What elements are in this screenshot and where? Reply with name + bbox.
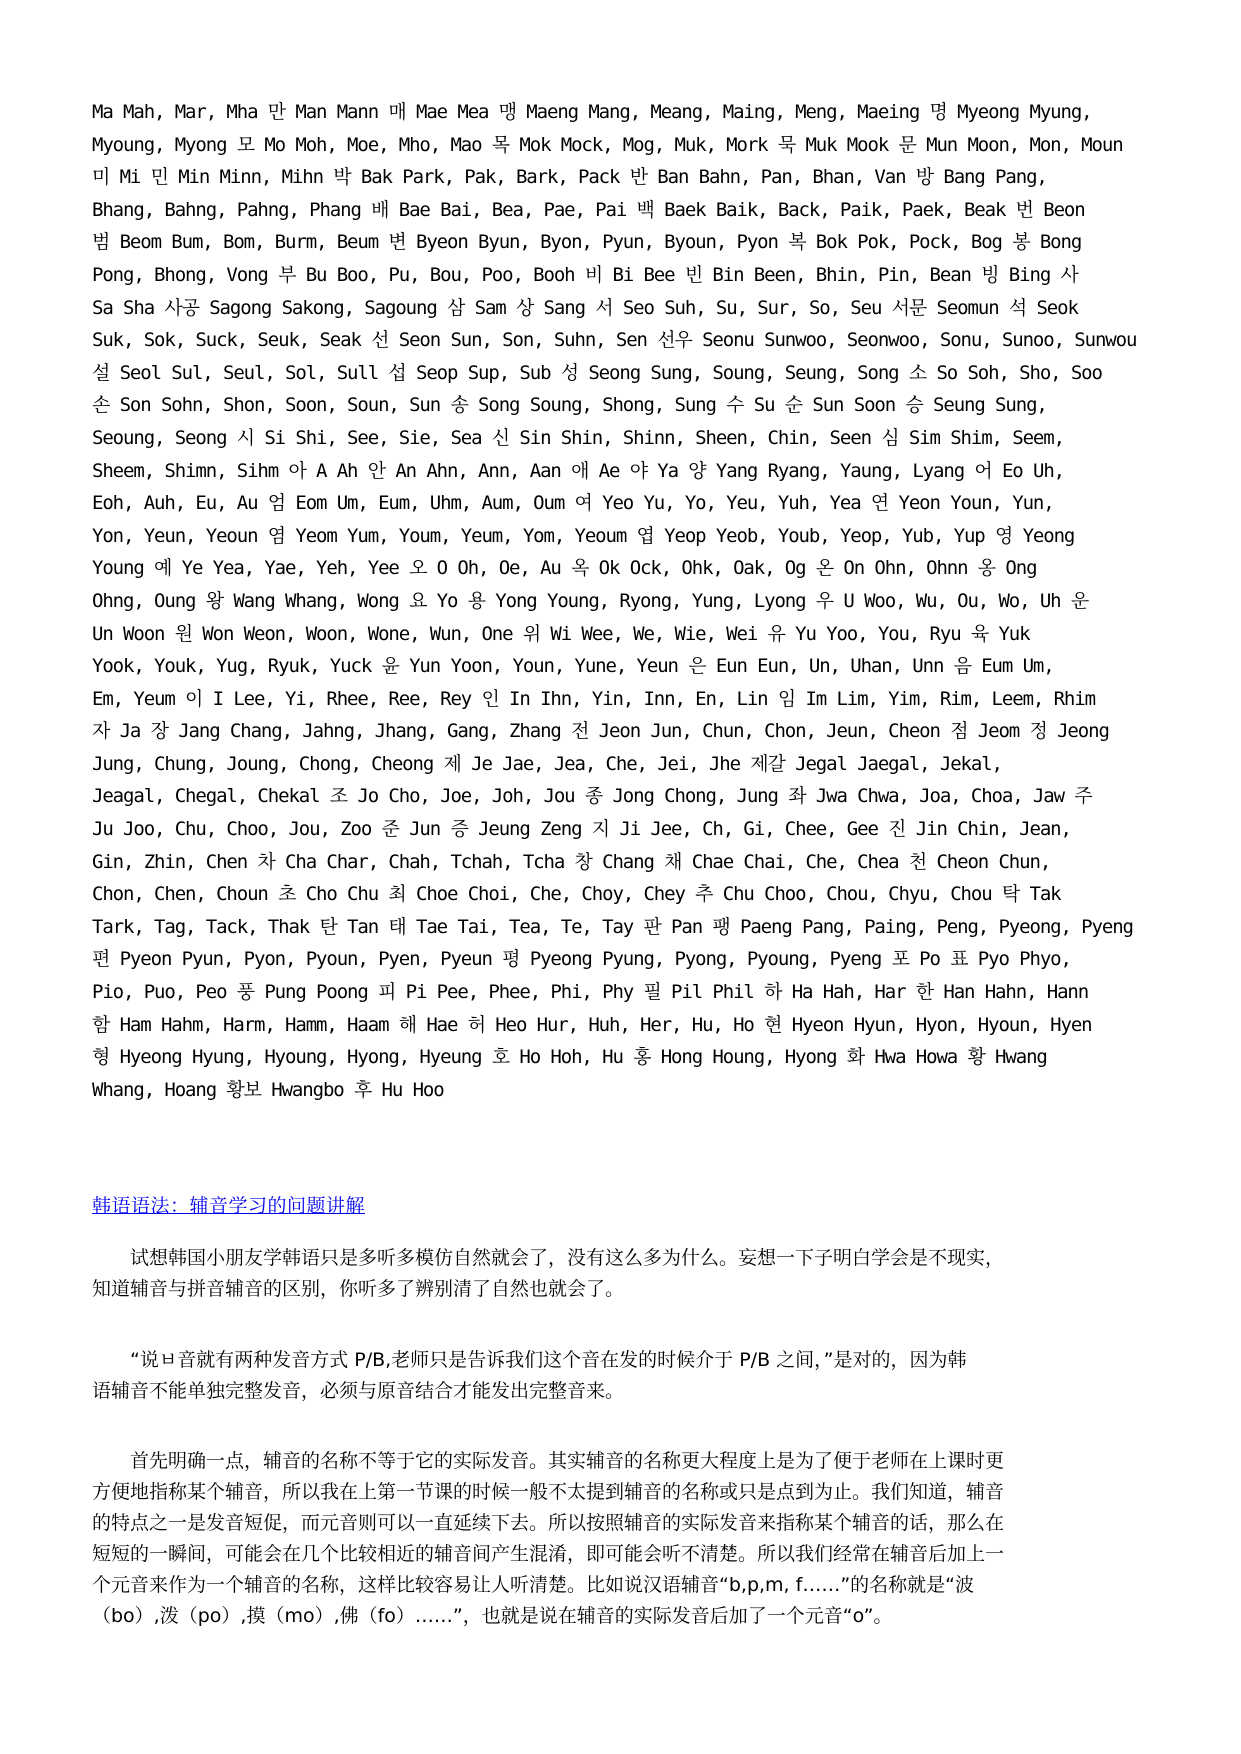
paragraph-line: “说ㅂ音就有两种发音方式 P/B,老师只是告诉我们这个音在发的时候介于 P/B 之间，”是对的，因为韩 — [92, 1349, 967, 1371]
name-list-line: Yon, Yeun, Yeoun 염 Yeom Yum, Youm, Yeum, Yom, Yeoum 엽 Yeop Yeob, Youb, Yeop, Yub, Yup 영 Yeong — [92, 524, 1075, 547]
paragraph-line: 个元音来作为一个辅音的名称，这样比较容易让人听清楚。比如说汉语辅音“b,p,m, f……”的名称就是“波 — [92, 1574, 975, 1596]
name-list-line: Jeagal, Chegal, Chekal 조 Jo Cho, Joe, Joh, Jou 종 Jong Chong, Jung 좌 Jwa Chwa, Joa, Choa, Jaw 주 — [92, 785, 1092, 808]
name-list-line: 형 Hyeong Hyung, Hyoung, Hyong, Hyeung 호 Ho Hoh, Hu 홍 Hong Houng, Hyong 화 Hwa Howa 황 Hwang — [92, 1046, 1047, 1069]
name-list-line: Ma Mah, Mar, Mha 만 Man Mann 매 Mae Mea 맹 Maeng Mang, Meang, Maing, Meng, Maeing 명 Myeong Myung, — [92, 101, 1092, 123]
name-list-line: 미 Mi 민 Min Minn, Mihn 박 Bak Park, Pak, Bark, Pack 반 Ban Bahn, Pan, Bhan, Van 방 Bang Pang, — [92, 166, 1047, 189]
name-list-line: Sa Sha 사공 Sagong Sakong, Sagoung 삼 Sam 상 Sang 서 Seo Suh, Su, Sur, So, Seu 서문 Seomun 석 Seok — [92, 296, 1078, 319]
name-list-line: Chon, Chen, Choun 초 Cho Chu 최 Choe Choi, Che, Choy, Chey 추 Chu Choo, Chou, Chyu, Chou 탁 Tak — [92, 883, 1061, 906]
name-list-line: 자 Ja 장 Jang Chang, Jahng, Jhang, Gang, Zhang 전 Jeon Jun, Chun, Chon, Jeun, Cheon 점 Jeom 정 Jeong — [92, 720, 1109, 743]
name-list-line: Ju Joo, Chu, Choo, Jou, Zoo 준 Jun 증 Jeung Zeng 지 Ji Jee, Ch, Gi, Chee, Gee 진 Jin Chin, Jean, — [92, 818, 1071, 841]
name-list-line: Un Woon 원 Won Weon, Woon, Wone, Wun, One 위 Wi Wee, We, Wie, Wei 유 Yu Yoo, You, Ryu 육 Yuk — [92, 622, 1030, 645]
name-list-line: Yook, Youk, Yug, Ryuk, Yuck 윤 Yun Yoon, Youn, Yune, Yeun 은 Eun Eun, Un, Uhan, Unn 음 Eum Um, — [92, 655, 1054, 678]
paragraph-line: 短短的一瞬间，可能会在几个比较相近的辅音间产生混淆，即可能会听不清楚。所以我们经常在辅音后加上一 — [92, 1543, 1005, 1565]
name-list-line: Whang, Hoang 황보 Hwangbo 후 Hu Hoo — [92, 1078, 444, 1101]
paragraph-line: 试想韩国小朋友学韩语只是多听多模仿自然就会了，没有这么多为什么。妄想一下子明白学会是不现实， — [92, 1247, 1005, 1269]
name-list-line: 범 Beom Bum, Bom, Burm, Beum 변 Byeon Byun, Byon, Pyun, Byoun, Pyon 복 Bok Pok, Pock, Bog 봉 Bong — [92, 231, 1082, 254]
name-list-line: Tark, Tag, Tack, Thak 탄 Tan 태 Tae Tai, Tea, Te, Tay 판 Pan 팽 Paeng Pang, Paing, Peng, Pyeong, Pyeng — [92, 915, 1133, 938]
paragraph-line: 首先明确一点，辅音的名称不等于它的实际发音。其实辅音的名称更大程度上是为了便于老师在上课时更 — [92, 1450, 1005, 1472]
name-list-line: 설 Seol Sul, Seul, Sol, Sull 섭 Seop Sup, Sub 성 Seong Sung, Soung, Seung, Song 소 So Soh, Sho, Soo — [92, 361, 1102, 384]
korean-surname-romanization-list — [92, 96, 1212, 1106]
name-list-line: Em, Yeum 이 I Lee, Yi, Rhee, Ree, Rey 인 In Ihn, Yin, Inn, En, Lin 임 Im Lim, Yim, Rim, Leem, Rhim — [92, 687, 1095, 710]
name-list-line: Jung, Chung, Joung, Chong, Cheong 제 Je Jae, Jea, Che, Jei, Jhe 제갈 Jegal Jaegal, Jekal, — [92, 752, 1002, 775]
name-list-line: Myoung, Myong 모 Mo Moh, Moe, Mho, Mao 목 Mok Mock, Mog, Muk, Mork 묵 Muk Mook 문 Mun Moon, Mon, Moun — [92, 133, 1123, 156]
name-list-line: Pong, Bhong, Vong 부 Bu Boo, Pu, Bou, Poo, Booh 비 Bi Bee 빈 Bin Been, Bhin, Pin, Bean 빙 Bing 사 — [92, 263, 1078, 286]
name-list-line: Pio, Puo, Peo 풍 Pung Poong 피 Pi Pee, Phee, Phi, Phy 필 Pil Phil 하 Ha Hah, Har 한 Han Hahn, Hann — [92, 981, 1089, 1004]
name-list-line: Ohng, Oung 왕 Wang Whang, Wong 요 Yo 용 Yong Young, Ryong, Yung, Lyong 우 U Woo, Wu, Ou, Wo, Uh 운 — [92, 589, 1089, 612]
paragraph-3 — [92, 1446, 1172, 1632]
name-list-line: Eoh, Auh, Eu, Au 엄 Eom Um, Eum, Uhm, Aum, Oum 여 Yeo Yu, Yo, Yeu, Yuh, Yea 연 Yeon Youn, Yun, — [92, 492, 1054, 515]
paragraph-2 — [92, 1345, 1172, 1407]
paragraph-line: （bo）,泼（po）,摸（mo）,佛（fo）……”，也就是说在辅音的实际发音后加了一个元音“o”。 — [92, 1605, 893, 1627]
paragraph-1 — [92, 1243, 1172, 1305]
paragraph-line: 语辅音不能单独完整发音，必须与原音结合才能发出完整音来。 — [92, 1380, 625, 1402]
name-list-line: 손 Son Sohn, Shon, Soon, Soun, Sun 송 Song Soung, Shong, Sung 수 Su 순 Sun Soon 승 Seung Sung, — [92, 394, 1047, 417]
paragraph-line: 方便地指称某个辅音，所以我在上第一节课的时候一般不太提到辅音的名称或只是点到为止。我们知道，辅音 — [92, 1481, 1005, 1503]
name-list-line: Suk, Sok, Suck, Seuk, Seak 선 Seon Sun, Son, Suhn, Sen 선우 Seonu Sunwoo, Seonwoo, Sonu, Sunoo, Sunwou — [92, 329, 1137, 352]
section-title-link[interactable]: 韩语语法：辅音学习的问题讲解 — [92, 1195, 366, 1217]
name-list-line: 함 Ham Hahm, Harm, Hamm, Haam 해 Hae 허 Heo Hur, Huh, Her, Hu, Ho 현 Hyeon Hyun, Hyon, Hyoun, Hyen — [92, 1013, 1092, 1036]
paragraph-line: 知道辅音与拼音辅音的区别，你听多了辨别清了自然也就会了。 — [92, 1278, 625, 1300]
name-list-line: Sheem, Shimn, Sihm 아 A Ah 안 An Ahn, Ann, Aan 애 Ae 야 Ya 양 Yang Ryang, Yaung, Lyang 어 Eo Uh, — [92, 459, 1064, 482]
name-list-line: 편 Pyeon Pyun, Pyon, Pyoun, Pyen, Pyeun 평 Pyeong Pyung, Pyong, Pyoung, Pyeng 포 Po 표 Pyo Phyo, — [92, 948, 1071, 971]
name-list-line: Young 예 Ye Yea, Yae, Yeh, Yee 오 O Oh, Oe, Au 옥 Ok Ock, Ohk, Oak, Og 온 On Ohn, Ohnn 옹 Ong — [92, 557, 1037, 580]
name-list-line: Seoung, Seong 시 Si Shi, See, Sie, Sea 신 Sin Shin, Shinn, Sheen, Chin, Seen 심 Sim Shim, Seem, — [92, 426, 1064, 449]
name-list-line: Bhang, Bahng, Pahng, Phang 배 Bae Bai, Bea, Pae, Pai 백 Baek Baik, Back, Paik, Paek, Beak 번 Beon — [92, 198, 1085, 221]
paragraph-line: 的特点之一是发音短促，而元音则可以一直延续下去。所以按照辅音的实际发音来指称某个辅音的话，那么在 — [92, 1512, 1005, 1534]
name-list-line: Gin, Zhin, Chen 차 Cha Char, Chah, Tchah, Tcha 창 Chang 채 Chae Chai, Che, Chea 천 Cheon Chun, — [92, 850, 1051, 873]
